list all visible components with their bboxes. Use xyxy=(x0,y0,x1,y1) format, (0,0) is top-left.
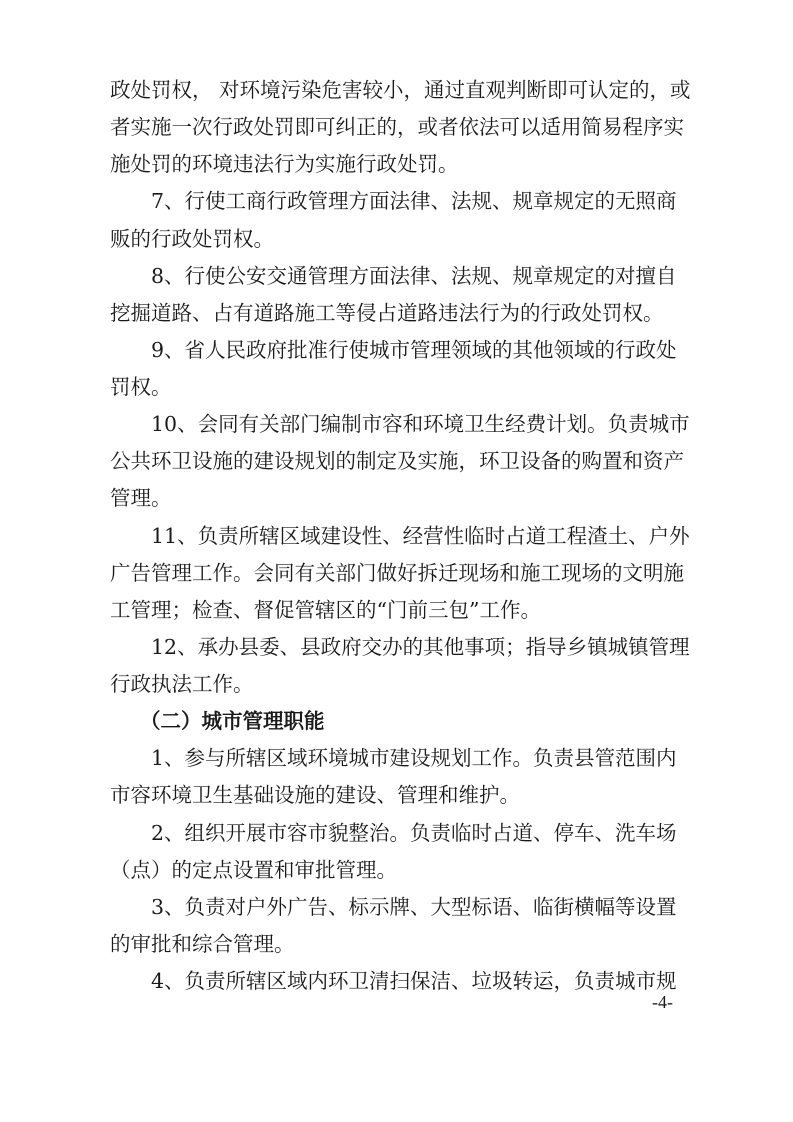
section-heading xyxy=(0,703,793,739)
text-line xyxy=(0,555,793,591)
text-line xyxy=(0,852,793,888)
line-text: 2、组织开展市容市貌整治。负责临时占道、停车、洗车场 xyxy=(151,821,677,845)
line-text: 公共环卫设施的建设规划的制定及实施，环卫设备的购置和资产 xyxy=(110,449,684,473)
line-text: 施处罚的环境违法行为实施行政处罚。 xyxy=(110,152,459,176)
line-text: 市容环境卫生基础设施的建设、管理和维护。 xyxy=(110,783,520,807)
text-line xyxy=(0,889,793,925)
text-line xyxy=(0,480,793,516)
text-line xyxy=(0,592,793,628)
text-line xyxy=(0,518,793,554)
text-line xyxy=(0,740,793,776)
line-text: 罚权。 xyxy=(110,375,172,399)
line-text: 7、行使工商行政管理方面法律、法规、规章规定的无照商 xyxy=(151,189,677,213)
line-text: 11、负责所辖区域建设性、经营性临时占道工程渣土、户外 xyxy=(151,524,690,548)
line-text: 者实施一次行政处罚即可纠正的，或者依法可以适用简易程序实 xyxy=(110,115,684,139)
text-line xyxy=(0,926,793,962)
line-text: 挖掘道路、占有道路施工等侵占道路违法行为的行政处罚权。 xyxy=(110,301,664,325)
text-line xyxy=(0,295,793,331)
text-line xyxy=(0,258,793,294)
line-text: 的审批和综合管理。 xyxy=(110,932,295,956)
line-text: 1、参与所辖区域环境城市建设规划工作。负责县管范围内 xyxy=(151,746,677,770)
line-text: 贩的行政处罚权。 xyxy=(110,227,274,251)
line-text: 工管理；检查、督促管辖区的“门前三包”工作。 xyxy=(110,598,541,622)
line-text: 管理。 xyxy=(110,486,172,510)
text-line xyxy=(0,183,793,219)
text-line xyxy=(0,406,793,442)
line-text: 广告管理工作。会同有关部门做好拆迁现场和施工现场的文明施 xyxy=(110,561,684,585)
text-line xyxy=(0,369,793,405)
text-line xyxy=(0,221,793,257)
text-line xyxy=(0,109,793,145)
section-heading-text: （二）城市管理职能 xyxy=(140,709,325,733)
text-line xyxy=(0,963,793,999)
page-number: -4- xyxy=(652,992,673,1012)
line-text: 8、行使公安交通管理方面法律、法规、规章规定的对擅自 xyxy=(151,264,677,288)
line-text: 10、会同有关部门编制市容和环境卫生经费计划。负责城市 xyxy=(151,412,690,436)
text-line xyxy=(0,815,793,851)
line-text: 3、负责对户外广告、标示牌、大型标语、临街横幅等设置 xyxy=(151,895,677,919)
text-line xyxy=(0,146,793,182)
text-line xyxy=(0,777,793,813)
text-line xyxy=(0,666,793,702)
line-text: 政处罚权， 对环境污染危害较小，通过直观判断即可认定的，或 xyxy=(110,78,691,102)
text-line xyxy=(0,72,793,108)
text-line xyxy=(0,629,793,665)
line-text: 4、负责所辖区域内环卫清扫保洁、垃圾转运，负责城市规 xyxy=(151,969,677,993)
line-text: 12、承办县委、县政府交办的其他事项；指导乡镇城镇管理 xyxy=(151,635,690,659)
text-line xyxy=(0,332,793,368)
text-line xyxy=(0,443,793,479)
line-text: 9、省人民政府批准行使城市管理领域的其他领域的行政处 xyxy=(151,338,677,362)
line-text: （点）的定点设置和审批管理。 xyxy=(110,858,397,882)
line-text: 行政执法工作。 xyxy=(110,672,254,696)
